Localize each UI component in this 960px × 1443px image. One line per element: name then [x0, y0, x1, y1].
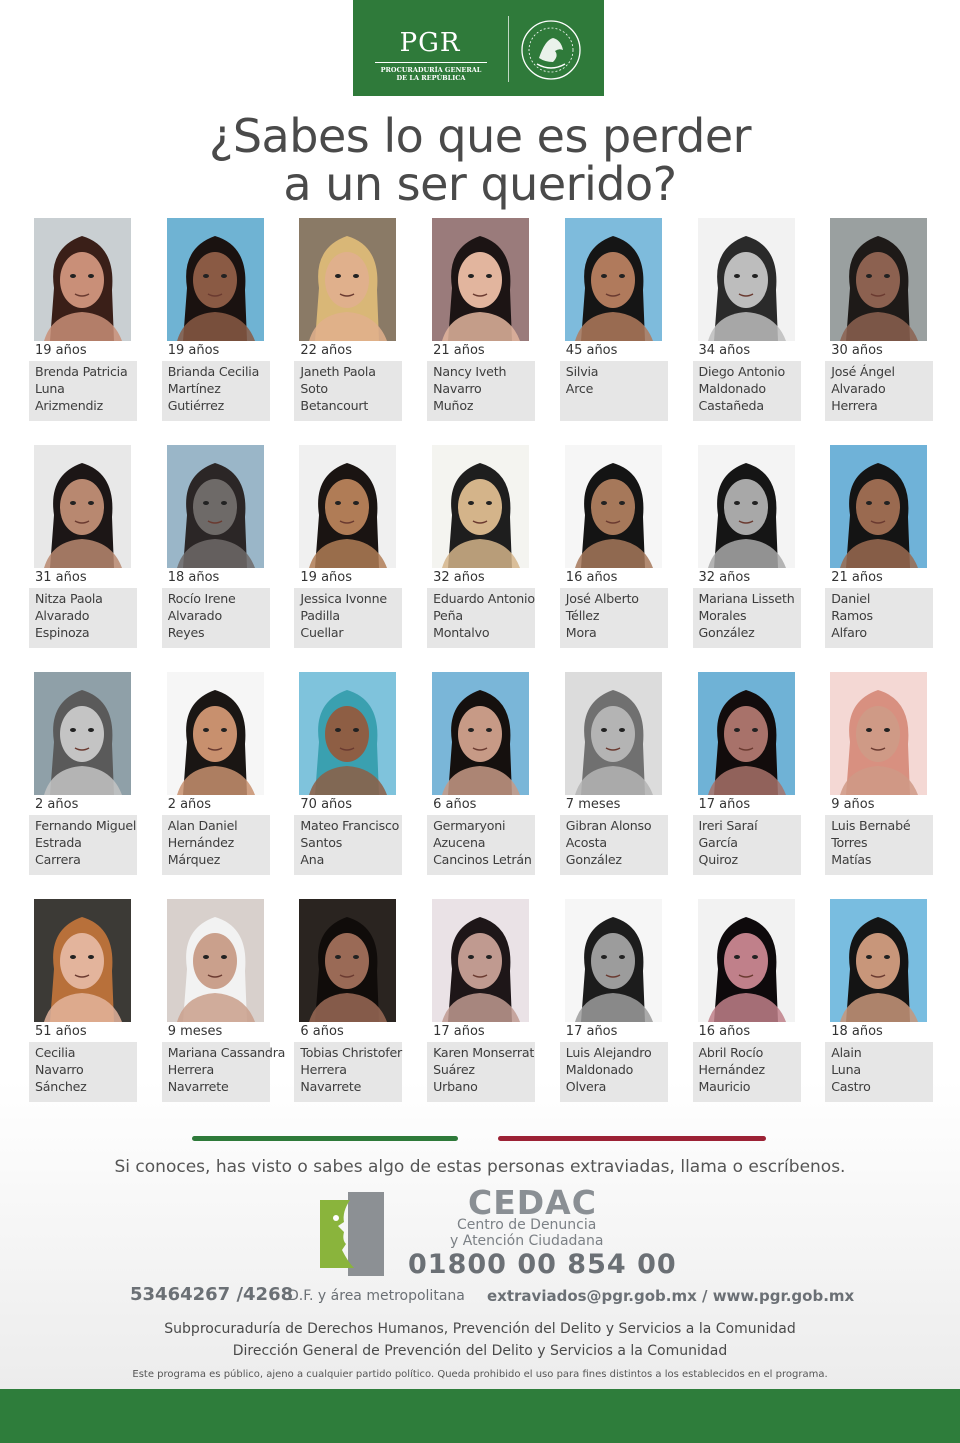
person-name-line: Azucena	[433, 835, 486, 850]
person-name-line: Luna	[35, 381, 65, 396]
person-name-line: Navarro	[433, 381, 482, 396]
person-name-line: Hernández	[698, 1062, 765, 1077]
call-to-action: Si conoces, has visto o sabes algo de estas personas extraviadas, llama o escríbenos.	[114, 1157, 846, 1177]
person-name-line: Sánchez	[35, 1079, 87, 1094]
person-name-line: Diego Antonio	[698, 364, 785, 379]
person-age: 19 años	[300, 570, 352, 585]
person-name-line: Suárez	[433, 1062, 475, 1077]
person-photo	[34, 445, 131, 568]
logo-line2: DE LA REPÚBLICA	[396, 74, 466, 82]
person-name-line: Acosta	[565, 835, 607, 850]
direccion-general-line: Dirección General de Prevención del Delito y Servicios a la Comunidad	[232, 1343, 728, 1359]
person-name-line: Alvarado	[167, 608, 222, 623]
person-name-line: Brenda Patricia	[35, 364, 128, 379]
person-name-line: Olvera	[565, 1079, 607, 1094]
person-name-line: Castro	[831, 1079, 871, 1094]
person-name-line: Ana	[300, 852, 325, 867]
person-photo	[167, 672, 264, 795]
person-name-line: González	[565, 852, 622, 867]
person-photo	[432, 445, 529, 568]
local-phone-area: D.F. y área metropolitana	[288, 1288, 465, 1304]
person-name-line: Janeth Paola	[300, 364, 376, 379]
person-photo	[167, 899, 264, 1022]
person-name-line: Germaryoni	[433, 818, 506, 833]
person-name-line: José Ángel	[831, 364, 895, 379]
logo-divider	[508, 16, 509, 82]
mexican-coat-of-arms-seal-icon	[519, 18, 583, 82]
person-age: 19 años	[35, 343, 87, 358]
person-photo	[830, 445, 927, 568]
person-name-line: Silvia	[565, 364, 599, 379]
person-name-line: Gibran Alonso	[565, 818, 652, 833]
person-name-line: Ireri Saraí	[698, 818, 758, 833]
person-photo	[698, 445, 795, 568]
cedac-line1: Centro de Denuncia	[457, 1217, 597, 1233]
cedac-logo-icon	[320, 1192, 384, 1276]
person-name-line: Eduardo Antonio	[433, 591, 535, 606]
person-name-box	[162, 588, 270, 648]
person-name-box	[693, 588, 801, 648]
missing-persons-grid	[29, 218, 931, 1110]
person-age: 22 años	[300, 343, 352, 358]
person-name-line: Urbano	[433, 1079, 478, 1094]
person-name-line: Jessica Ivonne	[300, 591, 387, 606]
person-name-box	[825, 815, 933, 875]
person-name-line: Soto	[300, 381, 328, 396]
person-photo	[565, 672, 662, 795]
person-age: 2 años	[35, 797, 79, 812]
person-photo	[432, 218, 529, 341]
person-name-line: Alfaro	[831, 625, 867, 640]
person-name-box	[427, 588, 535, 648]
person-name-line: Mora	[565, 625, 597, 640]
person-age: 70 años	[300, 797, 352, 812]
pgr-logo	[353, 0, 604, 96]
person-name-line: Navarrete	[300, 1079, 362, 1094]
person-name-line: Hernández	[167, 835, 235, 850]
person-name-line: Arizmendiz	[35, 398, 104, 413]
person-name-box	[162, 815, 270, 875]
person-name-line: Nancy Iveth	[433, 364, 507, 379]
person-name-line: Muñoz	[433, 398, 474, 413]
person-name-line: Herrera	[831, 398, 878, 413]
contact-email-website: extraviados@pgr.gob.mx / www.pgr.gob.mx	[487, 1287, 855, 1305]
person-name-line: José Alberto	[565, 591, 639, 606]
person-name-box	[560, 1042, 668, 1102]
person-name-box	[427, 361, 535, 421]
person-age: 19 años	[167, 343, 220, 358]
person-photo	[34, 218, 131, 341]
person-name-line: Carrera	[35, 852, 81, 867]
person-name-line: Cuellar	[300, 625, 344, 640]
bottom-green-bar	[0, 1389, 960, 1443]
person-name-line: Betancourt	[300, 398, 369, 413]
person-name-box	[560, 815, 668, 875]
person-name-box	[162, 361, 270, 421]
person-name-line: Karen Monserrat	[433, 1045, 535, 1060]
logo-acronym: PGR	[399, 28, 461, 58]
person-name-line: Alan Daniel	[167, 818, 238, 833]
person-name-line: Santos	[300, 835, 343, 850]
person-photo	[299, 218, 396, 341]
person-photo	[698, 899, 795, 1022]
person-age: 17 años	[433, 1024, 485, 1039]
person-name-line: Téllez	[565, 608, 600, 623]
person-photo	[698, 218, 795, 341]
person-name-line: Alvarado	[35, 608, 90, 623]
person-photo	[830, 672, 927, 795]
person-name-line: Brianda Cecilia	[167, 364, 260, 379]
person-name-box	[162, 1042, 286, 1102]
person-age: 30 años	[831, 343, 883, 358]
person-name-line: Fernando Miguel	[35, 818, 137, 833]
flag-stripe-green	[192, 1136, 458, 1141]
person-age: 16 años	[565, 570, 618, 585]
person-photo	[698, 672, 795, 795]
person-age: 18 años	[167, 570, 220, 585]
person-name-line: García	[698, 835, 738, 850]
cedac-line2: y Atención Ciudadana	[450, 1233, 604, 1249]
person-age: 17 años	[698, 797, 751, 812]
person-photo	[830, 899, 927, 1022]
person-name-line: Luna	[831, 1062, 861, 1077]
person-age: 6 años	[433, 797, 477, 812]
person-name-line: Espinoza	[35, 625, 90, 640]
person-name-line: Matías	[831, 852, 872, 867]
person-name-box	[560, 361, 668, 421]
person-name-line: Torres	[831, 835, 868, 850]
person-photo	[830, 218, 927, 341]
person-name-line: Herrera	[300, 1062, 347, 1077]
person-photo	[299, 672, 396, 795]
person-age: 31 años	[35, 570, 87, 585]
person-name-line: Estrada	[35, 835, 82, 850]
person-age: 21 años	[433, 343, 485, 358]
person-name-line: Márquez	[167, 852, 221, 867]
person-name-line: Padilla	[300, 608, 340, 623]
person-name-box	[825, 588, 933, 648]
flag-stripe-red	[498, 1136, 766, 1141]
person-name-line: Arce	[565, 381, 594, 396]
person-name-box	[29, 1042, 137, 1102]
person-name-line: Martínez	[167, 381, 221, 396]
person-age: 21 años	[831, 570, 883, 585]
person-name-line: Luis Alejandro	[565, 1045, 652, 1060]
person-name-box	[294, 588, 402, 648]
person-photo	[565, 899, 662, 1022]
person-age: 9 meses	[167, 1024, 223, 1039]
person-name-line: Nitza Paola	[35, 591, 103, 606]
person-name-box	[693, 815, 801, 875]
person-name-line: Mariana Cassandra	[167, 1045, 286, 1060]
person-name-line: González	[698, 625, 755, 640]
person-name-box	[29, 361, 137, 421]
person-age: 32 años	[433, 570, 485, 585]
person-age: 18 años	[831, 1024, 883, 1039]
person-name-line: Mauricio	[698, 1079, 751, 1094]
person-age: 32 años	[698, 570, 751, 585]
person-photo	[565, 445, 662, 568]
person-name-line: Maldonado	[565, 1062, 634, 1077]
person-name-box	[427, 1042, 535, 1102]
headline-line2: a un ser querido?	[283, 157, 677, 211]
person-photo	[432, 899, 529, 1022]
person-name-line: Abril Rocío	[698, 1045, 764, 1060]
person-name-line: Morales	[698, 608, 747, 623]
person-name-line: Mariana Lisseth	[698, 591, 795, 606]
person-name-line: Montalvo	[433, 625, 490, 640]
person-name-line: Castañeda	[698, 398, 764, 413]
person-name-line: Herrera	[167, 1062, 215, 1077]
logo-line1: PROCURADURÍA GENERAL	[380, 66, 482, 74]
person-name-line: Navarro	[35, 1062, 84, 1077]
person-name-box	[294, 361, 402, 421]
person-photo	[432, 672, 529, 795]
person-name-line: Ramos	[831, 608, 873, 623]
person-age: 9 años	[831, 797, 875, 812]
person-name-box	[294, 1042, 402, 1102]
headline-line1: ¿Sabes lo que es perder	[208, 109, 752, 163]
person-age: 45 años	[565, 343, 618, 358]
person-name-box	[29, 815, 137, 875]
person-photo	[34, 672, 131, 795]
person-name-line: Luis Bernabé	[831, 818, 911, 833]
person-age: 34 años	[698, 343, 751, 358]
person-name-line: Cancinos Letrán	[433, 852, 532, 867]
person-photo	[299, 899, 396, 1022]
person-age: 16 años	[698, 1024, 751, 1039]
person-photo	[34, 899, 131, 1022]
person-name-line: Mateo Francisco	[300, 818, 400, 833]
person-photo	[167, 218, 264, 341]
person-name-box	[427, 815, 535, 875]
person-age: 7 meses	[565, 797, 621, 812]
person-name-box	[825, 361, 933, 421]
cedac-name: CEDAC	[468, 1183, 597, 1222]
person-name-line: Alvarado	[831, 381, 886, 396]
person-name-box	[294, 815, 402, 875]
person-age: 6 años	[300, 1024, 344, 1039]
person-name-box	[29, 588, 137, 648]
person-age: 17 años	[565, 1024, 618, 1039]
person-photo	[299, 445, 396, 568]
toll-free-phone: 01800 00 854 00	[408, 1249, 677, 1280]
person-name-line: Daniel	[831, 591, 871, 606]
person-name-line: Peña	[433, 608, 463, 623]
person-name-line: Rocío Irene	[167, 591, 236, 606]
person-photo	[565, 218, 662, 341]
person-name-line: Alain	[831, 1045, 862, 1060]
subprocuraduria-line: Subprocuraduría de Derechos Humanos, Prevención del Delito y Servicios a la Comunidad	[164, 1321, 796, 1337]
disclaimer: Este programa es público, ajeno a cualquier partido político. Queda prohibido el uso para fines distintos a los establecidos en el programa.	[132, 1369, 828, 1380]
person-name-line: Gutiérrez	[167, 398, 225, 413]
person-name-line: Reyes	[167, 625, 205, 640]
person-name-line: Cecilia	[35, 1045, 76, 1060]
person-name-line: Quiroz	[698, 852, 738, 867]
local-phone: 53464267 /4268	[130, 1284, 294, 1305]
person-name-box	[825, 1042, 933, 1102]
person-photo	[167, 445, 264, 568]
person-name-line: Navarrete	[167, 1079, 229, 1094]
person-age: 51 años	[35, 1024, 87, 1039]
person-age: 2 años	[167, 797, 212, 812]
logo-rule	[375, 62, 487, 63]
person-name-box	[693, 361, 801, 421]
person-name-box	[560, 588, 668, 648]
person-name-line: Maldonado	[698, 381, 766, 396]
person-name-box	[693, 1042, 801, 1102]
person-name-line: Tobias Christofer	[300, 1045, 403, 1060]
